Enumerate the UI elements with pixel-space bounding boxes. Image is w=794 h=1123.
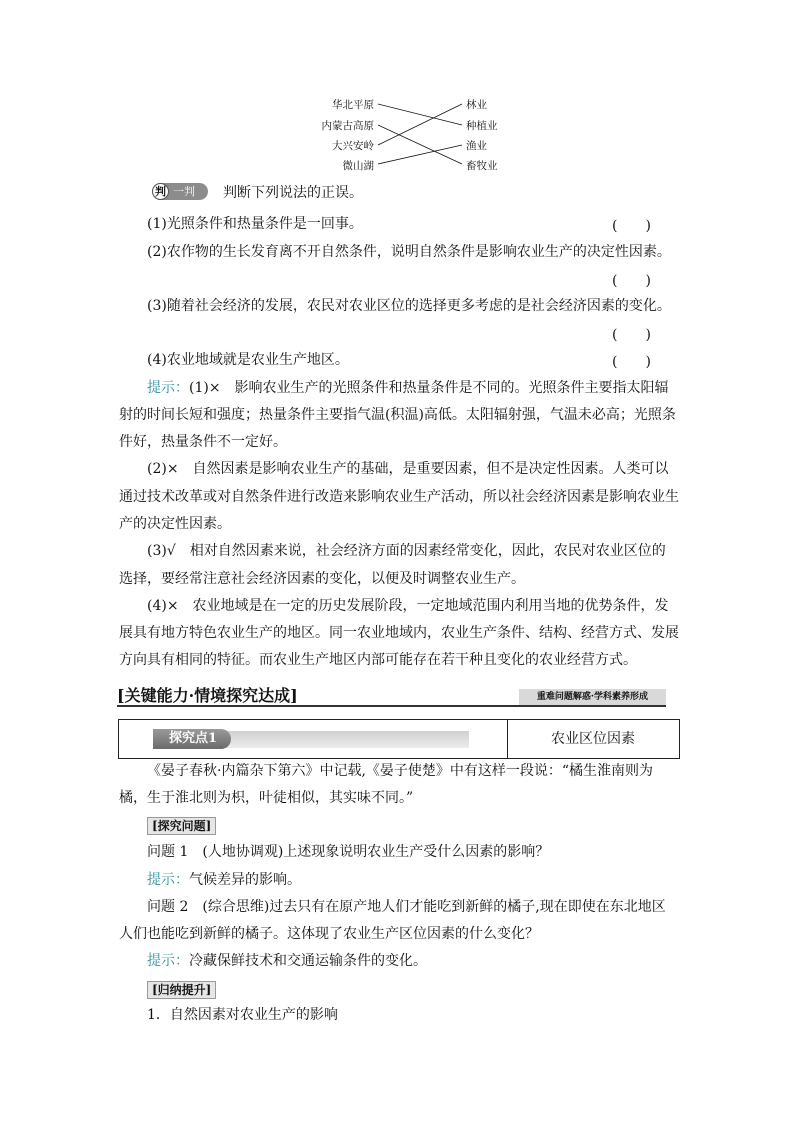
explore-point-tag: 探究点1: [153, 729, 231, 749]
hint-2: 提示：冷藏保鲜技术和交通运输条件的变化。: [147, 953, 427, 969]
match-line-1: [378, 104, 462, 125]
match-line-4: [378, 145, 462, 164]
match-left-2: 内蒙古高原: [321, 120, 374, 132]
explore-point-table: [118, 719, 680, 759]
answer-1-line-3: 件好，热量条件不一定好。: [119, 434, 287, 450]
judge-item-2: (2)农作物的生长发育离不开自然条件，说明自然条件是影响农业生产的决定性因素。: [147, 244, 671, 260]
intro-line-1: 《晏子春秋·内篇杂下第六》中记载,《晏子使楚》中有这样一段说：“橘生淮南则为: [147, 763, 654, 779]
hint-label: 提示：: [147, 380, 189, 396]
judge-tag-circle: 判: [152, 183, 169, 200]
answer-4-line-2: 展具有地方特色农业生产的地区。同一农业地域内，农业生产条件、结构、经营方式、发展: [119, 625, 679, 641]
match-left-3: 大兴安岭: [332, 140, 374, 152]
answer-paren-2: ( ): [612, 273, 651, 289]
match-right-2: 种植业: [466, 120, 498, 132]
answer-2-line-3: 产的决定性因素。: [119, 516, 231, 532]
section-subtitle: 重难问题解惑·学科素养形成: [519, 689, 666, 705]
question-2-line-1: 问题 2 (综合思维)过去只有在原产地人们才能吃到新鲜的橘子,现在即使在东北地区: [147, 899, 666, 915]
answer-paren-3: ( ): [612, 327, 651, 343]
match-right-1: 林业: [466, 99, 487, 111]
judge-item-3: (3)随着社会经济的发展，农民对农业区位的选择更多考虑的是社会经济因素的变化。: [147, 298, 671, 314]
section-rule: [117, 705, 666, 707]
question-2-line-2: 人们也能吃到新鲜的橘子。这体现了农业生产区位因素的什么变化？: [119, 926, 539, 942]
answer-paren-4: ( ): [612, 354, 651, 370]
match-line-2: [378, 125, 462, 164]
answer-4-line-1: (4)× 农业地域是在一定的历史发展阶段，一定地域范围内利用当地的优势条件，发: [147, 598, 669, 614]
answer-1-line-1: 提示：(1)× 影响农业生产的光照条件和热量条件是不同的。光照条件主要指太阳辐: [147, 380, 669, 396]
match-left-1: 华北平原: [332, 99, 374, 111]
judge-tag-text: 一判: [173, 185, 195, 198]
explore-topic: 农业区位因素: [551, 731, 635, 747]
match-right-4: 畜牧业: [466, 160, 498, 172]
answer-1-line-2: 射的时间长短和强度；热量条件主要指气温(积温)高低。太阳辐射强，气温未必高；光照条: [119, 407, 676, 423]
match-line-3: [378, 104, 462, 145]
judge-item-4: (4)农业地域就是农业生产地区。: [147, 352, 349, 368]
judge-tag: [152, 183, 208, 200]
summary-item-1: 1．自然因素对农业生产的影响: [147, 1007, 338, 1023]
hint-1: 提示：气候差异的影响。: [147, 872, 301, 888]
answer-2-line-2: 通过技术改革或对自然条件进行改造来影响农业生产活动，所以社会经济因素是影响农业生: [119, 489, 679, 505]
answer-3-line-1: (3)√ 相对自然因素来说，社会经济方面的因素经常变化，因此，农民对农业区位的: [147, 543, 666, 559]
answer-4-line-3: 方向具有相同的特征。而农业生产地区内部可能存在若干种且变化的农业经营方式。: [119, 652, 637, 668]
answer-3-line-2: 选择，要经常注意社会经济因素的变化，以便及时调整农业生产。: [119, 571, 525, 587]
answer-paren-1: ( ): [612, 218, 651, 234]
judge-item-1: (1)光照条件和热量条件是一回事。: [147, 216, 363, 232]
section-title: [关键能力·情境探究达成]: [117, 686, 298, 705]
question-1: 问题 1 (人地协调观)上述现象说明农业生产受什么因素的影响？: [147, 844, 550, 860]
answer-2-line-1: (2)× 自然因素是影响农业生产的基础，是重要因素，但不是决定性因素。人类可以: [147, 461, 669, 477]
judge-instruction: 判断下列说法的正误。: [223, 185, 363, 201]
intro-line-2: 橘，生于淮北则为枳，叶徒相似，其实味不同。”: [119, 790, 414, 806]
matching-lines: [0, 0, 794, 200]
match-right-3: 渔业: [466, 140, 487, 152]
summary-label: [归纳提升]: [147, 981, 216, 999]
match-left-4: 微山湖: [342, 160, 374, 172]
questions-label: [探究问题]: [147, 817, 216, 835]
